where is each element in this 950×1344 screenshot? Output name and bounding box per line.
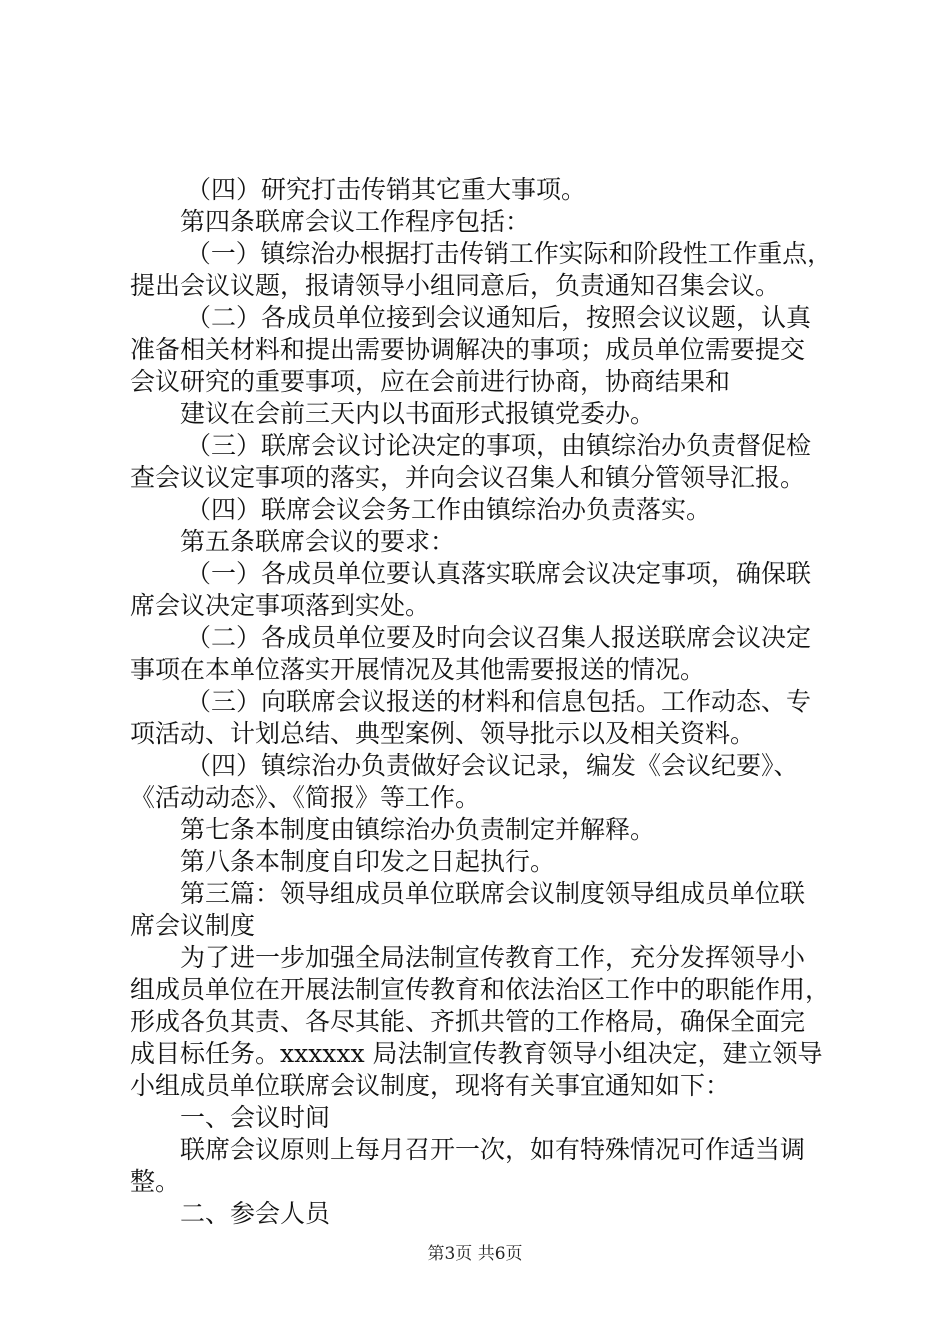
text-line: （四）研究打击传销其它重大事项。 [186, 175, 587, 204]
text-line: 第三篇：领导组成员单位联席会议制度领导组成员单位联 [180, 879, 806, 908]
text-line: 《活动动态》、《简报》等工作。 [130, 783, 481, 812]
text-line: （一）各成员单位要认真落实联席会议决定事项，确保联 [186, 559, 812, 588]
text-line: 成目标任务。xxxxxx 局法制宣传教育领导小组决定，建立领导 [130, 1039, 823, 1068]
text-line: 会议研究的重要事项，应在会前进行协商，协商结果和 [130, 367, 731, 396]
text-line: 准备相关材料和提出需要协调解决的事项；成员单位需要提交 [130, 335, 806, 364]
text-line: （一）镇综治办根据打击传销工作实际和阶段性工作重点， [186, 239, 832, 268]
text-line: 提出会议议题，报请领导小组同意后，负责通知召集会议。 [130, 271, 781, 300]
text-line: 席会议制度 [130, 911, 256, 940]
text-line: 形成各负其责、各尽其能、齐抓共管的工作格局，确保全面完 [130, 1007, 806, 1036]
text-line: （三）联席会议讨论决定的事项，由镇综治办负责督促检 [186, 431, 812, 460]
text-line: 第八条本制度自印发之日起执行。 [180, 847, 556, 876]
text-line: 建议在会前三天内以书面形式报镇党委办。 [180, 399, 656, 428]
text-line: 查会议议定事项的落实，并向会议召集人和镇分管领导汇报。 [130, 463, 806, 492]
text-line: 小组成员单位联席会议制度，现将有关事宜通知如下： [130, 1071, 731, 1100]
text-line: 一、会议时间 [180, 1103, 331, 1132]
text-line: 组成员单位在开展法制宣传教育和依法治区工作中的职能作用， [130, 975, 831, 1004]
text-line: （三）向联席会议报送的材料和信息包括。工作动态、专 [186, 687, 812, 716]
text-line: 第四条联席会议工作程序包括： [180, 207, 531, 236]
page-number-footer: 第3页 共6页 [427, 1244, 523, 1264]
text-line: 为了进一步加强全局法制宣传教育工作，充分发挥领导小 [180, 943, 806, 972]
text-line: 事项在本单位落实开展情况及其他需要报送的情况。 [130, 655, 706, 684]
text-line: （四）联席会议会务工作由镇综治办负责落实。 [186, 495, 712, 524]
text-line: 第五条联席会议的要求： [180, 527, 456, 556]
text-line: 项活动、计划总结、典型案例、领导批示以及相关资料。 [130, 719, 756, 748]
text-line: 席会议决定事项落到实处。 [130, 591, 431, 620]
text-line: （二）各成员单位要及时向会议召集人报送联席会议决定 [186, 623, 812, 652]
text-line: 联席会议原则上每月召开一次，如有特殊情况可作适当调 [180, 1135, 806, 1164]
text-line: （二）各成员单位接到会议通知后，按照会议议题，认真 [186, 303, 812, 332]
text-line: 整。 [130, 1167, 181, 1196]
text-line: 二、参会人员 [180, 1199, 331, 1228]
text-line: （四）镇综治办负责做好会议记录，编发《会议纪要》、 [186, 751, 799, 780]
text-line: 第七条本制度由镇综治办负责制定并解释。 [180, 815, 656, 844]
